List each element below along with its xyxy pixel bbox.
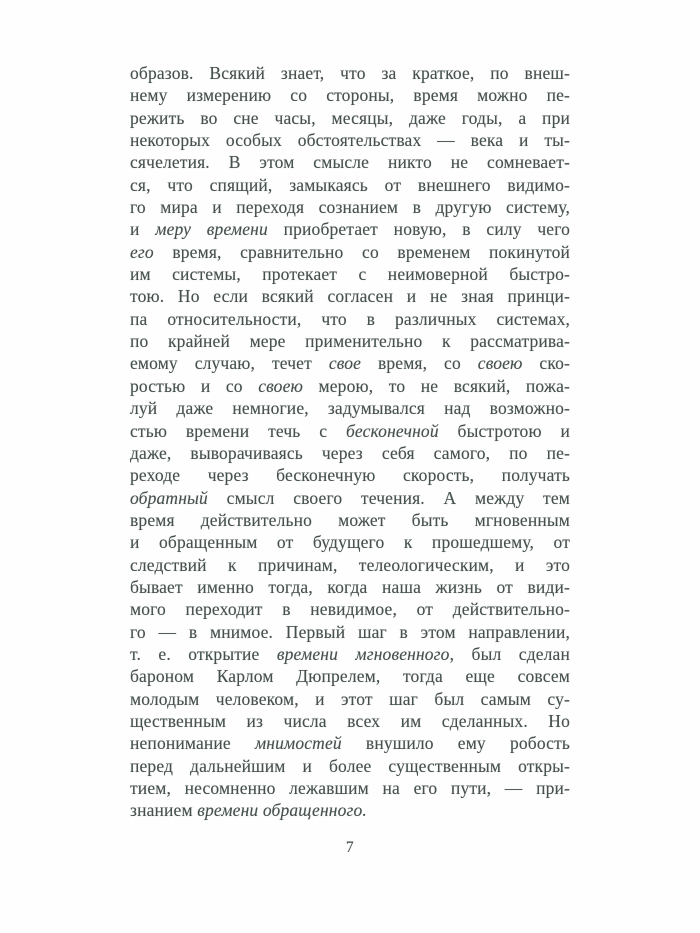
text-run: перед дальнейшим и более существенным откры- — [130, 755, 570, 776]
italic-text-run: своею — [258, 375, 303, 396]
text-run: реходе через бесконечную скорость, получать — [130, 465, 570, 486]
text-run: го мира и переходя сознанием в другую систему, — [130, 197, 570, 218]
text-line — [130, 375, 570, 397]
text-run: быстротою и — [438, 420, 570, 441]
text-run: тою. Но если всякий согласен и не зная принци- — [130, 286, 570, 307]
text-run: следствий к причинам, телеологическим, и это — [130, 554, 570, 575]
text-run: время действительно может быть мгновенным — [130, 509, 570, 530]
text-run: бароном Карлом Дюпрелем, тогда еще совсем — [130, 666, 570, 687]
text-run: смысл своего течения. А между тем — [207, 487, 570, 508]
text-run: тием, несомненно лежавшим на его пути, — при- — [130, 778, 570, 798]
text-run: бывает именно тогда, когда наша жизнь от види- — [130, 576, 570, 597]
text-run: го — в мнимое. Первый шаг в этом направлении, — [130, 621, 570, 642]
italic-text-run: свое — [328, 353, 362, 374]
text-line — [130, 643, 570, 665]
text-run: и обращенным от будущего к прошедшему, от — [130, 532, 570, 553]
text-line — [130, 174, 570, 196]
text-run: ся, что спящий, замыкаясь от внешнего видимо- — [130, 174, 570, 195]
italic-text-run: меру времени — [155, 219, 268, 240]
text-run: ростью и со — [130, 375, 259, 396]
text-line — [130, 442, 570, 464]
text-run: щественным из числа всех им сделанных. Но — [130, 710, 570, 731]
text-run: , был сделан — [449, 643, 570, 664]
text-line — [130, 397, 570, 419]
text-line — [130, 710, 570, 732]
text-line — [130, 487, 570, 509]
text-line — [130, 352, 570, 374]
text-line — [130, 509, 570, 531]
text-line — [130, 151, 570, 173]
text-line — [130, 688, 570, 710]
italic-text-run: его — [130, 241, 154, 262]
text-run: даже, выворачиваясь через себя самого, по пе- — [130, 442, 570, 463]
text-run: некоторых особых обстоятельствах — века и ты- — [130, 130, 570, 151]
text-run: режить во сне часы, месяцы, даже годы, а при — [130, 107, 570, 128]
page-text — [130, 62, 570, 857]
text-line — [130, 576, 570, 598]
page-number: 7 — [345, 838, 355, 856]
text-line — [130, 598, 570, 620]
text-run: мого переходит в невидимое, от действительно- — [130, 599, 570, 620]
text-line — [130, 554, 570, 576]
text-line — [130, 531, 570, 553]
text-line — [130, 129, 570, 151]
text-run: нему измерению со стороны, время можно пе- — [130, 85, 570, 106]
text-line — [130, 107, 570, 129]
text-line — [130, 241, 570, 263]
text-run: время, сравнительно со временем покинутой — [153, 241, 570, 262]
italic-text-run: своею — [477, 353, 523, 374]
italic-text-run: времени мгновенного — [276, 643, 450, 664]
text-line — [130, 755, 570, 777]
text-line — [130, 308, 570, 330]
text-run: мерою, то не всякий, пожа- — [303, 375, 571, 396]
text-line — [130, 621, 570, 643]
text-line — [130, 732, 570, 754]
text-line — [130, 263, 570, 285]
text-run: по крайней мере применительно к рассматрива- — [130, 331, 570, 352]
text-line — [130, 196, 570, 218]
italic-text-run: мнимостей — [254, 733, 342, 754]
text-run: луй даже немногие, задумывался над возможно- — [130, 398, 570, 419]
text-run: им системы, протекает с неимоверной быстро- — [130, 264, 570, 285]
text-line — [130, 84, 570, 106]
italic-text-run: бесконечной — [345, 420, 439, 441]
text-line — [130, 777, 570, 799]
text-line — [130, 218, 570, 240]
text-run: т. е. открытие — [130, 643, 277, 664]
text-line — [130, 799, 570, 821]
text-run: образов. Всякий знает, что за краткое, по внеш- — [130, 63, 570, 83]
text-run: и — [130, 219, 156, 240]
italic-text-run: обратный — [130, 487, 208, 508]
text-run: па относительности, что в различных системах, — [130, 308, 570, 329]
text-run: знанием — [130, 800, 198, 821]
text-line — [130, 285, 570, 307]
text-run: стью времени течь с — [130, 420, 346, 441]
text-run: молодым человеком, и этот шаг был самым су- — [130, 688, 570, 709]
text-run: внушило ему робость — [341, 733, 571, 754]
text-line — [130, 464, 570, 486]
text-run: время, со — [361, 353, 478, 374]
text-run: приобретает новую, в силу чего — [267, 219, 570, 240]
text-line — [130, 330, 570, 352]
text-run: сячелетия. В этом смысле никто не сомневает- — [130, 152, 570, 173]
text-run: ско- — [522, 353, 570, 374]
text-line — [130, 420, 570, 442]
text-line — [130, 665, 570, 687]
italic-text-run: времени обращенного. — [197, 800, 367, 821]
text-run: емому случаю, течет — [130, 353, 329, 374]
text-run: непонимание — [130, 733, 255, 754]
text-line — [130, 62, 570, 84]
